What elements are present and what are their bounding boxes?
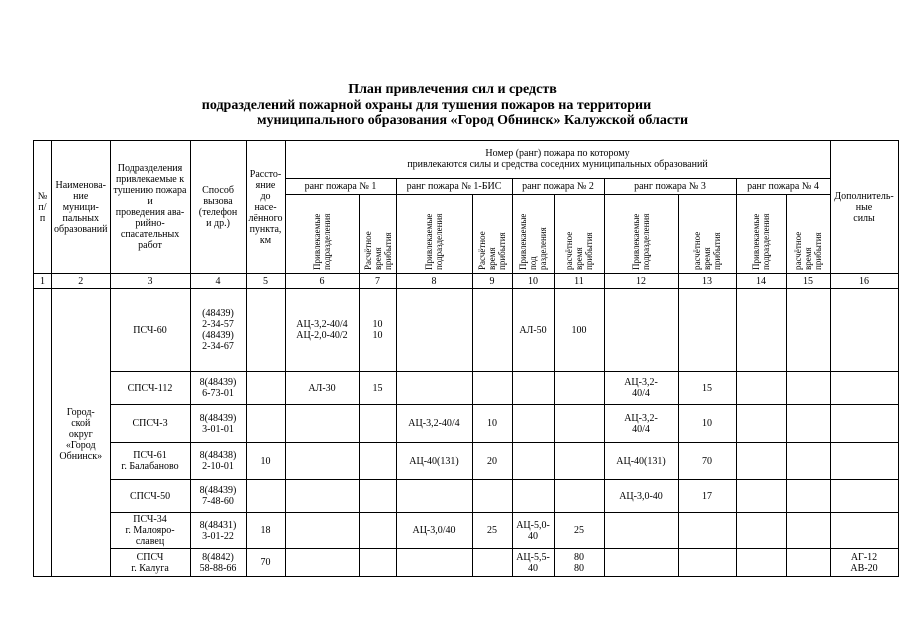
distance-cell: 10 — [246, 443, 285, 480]
table-row — [34, 372, 899, 405]
table-row — [34, 289, 899, 372]
rank-3-units-cell — [604, 549, 678, 577]
rank-1-bis-time-cell: 10 — [472, 405, 512, 443]
call-cell: (48439) 2-34-57 (48439) 2-34-67 — [190, 289, 246, 372]
column-number: 16 — [830, 274, 898, 289]
header-rank-3: ранг пожара № 3 — [604, 178, 736, 194]
rank-1-bis-time-cell — [472, 289, 512, 372]
column-number: 7 — [359, 274, 396, 289]
header-rank-3-time: расчётное время прибытия — [678, 195, 736, 274]
header-rank-1-units: Привлекаемые подразделения — [285, 195, 359, 274]
unit-cell: СПСЧ г. Калуга — [110, 549, 190, 577]
header-rank-1-time: Расчётное время прибытия — [359, 195, 396, 274]
rank-1-units-cell — [285, 513, 359, 549]
rank-4-time-cell — [786, 443, 830, 480]
table-row — [34, 480, 899, 513]
rank-1-bis-units-cell — [396, 289, 472, 372]
document-title-line-3: муниципального образования «Город Обнинск» Калужской области — [256, 113, 689, 128]
rank-4-units-cell — [736, 549, 786, 577]
column-number: 6 — [285, 274, 359, 289]
unit-cell: ПСЧ-60 — [110, 289, 190, 372]
header-num: № п/п — [34, 141, 52, 274]
header-additional-forces: Дополнитель- ные силы — [830, 141, 898, 274]
rank-4-units-cell — [736, 289, 786, 372]
column-number: 11 — [554, 274, 604, 289]
rank-1-time-cell — [359, 480, 396, 513]
column-number: 14 — [736, 274, 786, 289]
rank-4-time-cell — [786, 405, 830, 443]
rank-1-time-cell — [359, 405, 396, 443]
column-number: 15 — [786, 274, 830, 289]
header-rank-1-bis: ранг пожара № 1-БИС — [396, 178, 512, 194]
rank-4-time-cell — [786, 372, 830, 405]
rank-2-units-cell — [512, 405, 554, 443]
rank-1-bis-time-cell: 20 — [472, 443, 512, 480]
rank-1-bis-units-cell: АЦ-3,0/40 — [396, 513, 472, 549]
call-cell: 8(48431) 3-01-22 — [190, 513, 246, 549]
rank-1-bis-time-cell — [472, 549, 512, 577]
rank-2-time-cell — [554, 372, 604, 405]
rank-3-time-cell — [678, 549, 736, 577]
header-rank-1-bis-time: Расчётное время прибытия — [472, 195, 512, 274]
call-cell: 8(48439) 6-73-01 — [190, 372, 246, 405]
header-rank-group: Номер (ранг) пожара по которому привлекаются силы и средства соседних муниципальных образований — [285, 141, 830, 179]
rank-2-time-cell — [554, 480, 604, 513]
rank-3-time-cell: 17 — [678, 480, 736, 513]
header-rank-1: ранг пожара № 1 — [285, 178, 396, 194]
rank-1-bis-units-cell — [396, 372, 472, 405]
rank-3-units-cell — [604, 513, 678, 549]
distance-cell — [246, 405, 285, 443]
rank-4-time-cell — [786, 289, 830, 372]
rank-4-units-cell — [736, 443, 786, 480]
distance-cell — [246, 372, 285, 405]
column-number-row — [34, 274, 899, 289]
header-units: Подразделения привлекаемые к тушению пожара и проведения ава- рийно- спасательных работ — [110, 141, 190, 274]
header-rank-2: ранг пожара № 2 — [512, 178, 604, 194]
column-number: 2 — [52, 274, 111, 289]
rank-1-bis-time-cell — [472, 480, 512, 513]
unit-cell: СПСЧ-3 — [110, 405, 190, 443]
rank-1-units-cell — [285, 405, 359, 443]
rank-3-units-cell: АЦ-3,0-40 — [604, 480, 678, 513]
distance-cell: 18 — [246, 513, 285, 549]
rank-1-bis-time-cell: 25 — [472, 513, 512, 549]
rank-3-units-cell: АЦ-3,2- 40/4 — [604, 372, 678, 405]
call-cell: 8(48439) 3-01-01 — [190, 405, 246, 443]
forces-plan-table — [33, 140, 899, 577]
additional-forces-cell — [830, 405, 898, 443]
distance-cell — [246, 480, 285, 513]
rank-3-time-cell: 15 — [678, 372, 736, 405]
header-rank-3-units: Привлекаемые подразделения — [604, 195, 678, 274]
rank-2-units-cell — [512, 480, 554, 513]
rank-2-units-cell: АЛ-50 — [512, 289, 554, 372]
distance-cell — [246, 289, 285, 372]
unit-cell: ПСЧ-34 г. Малояро- славец — [110, 513, 190, 549]
unit-cell: СПСЧ-112 — [110, 372, 190, 405]
unit-cell: ПСЧ-61 г. Балабаново — [110, 443, 190, 480]
header-distance: Рассто- яние до насе- лённого пункта, км — [246, 141, 285, 274]
rank-1-time-cell — [359, 443, 396, 480]
rank-4-time-cell — [786, 513, 830, 549]
table-row — [34, 549, 899, 577]
rank-3-units-cell — [604, 289, 678, 372]
header-rank-4-time: расчётное время прибытия — [786, 195, 830, 274]
rank-2-units-cell: АЦ-5,5- 40 — [512, 549, 554, 577]
column-number: 8 — [396, 274, 472, 289]
rank-1-bis-units-cell — [396, 480, 472, 513]
rank-4-units-cell — [736, 480, 786, 513]
rank-3-time-cell — [678, 513, 736, 549]
rank-1-bis-units-cell: АЦ-40(131) — [396, 443, 472, 480]
additional-forces-cell — [830, 289, 898, 372]
column-number: 4 — [190, 274, 246, 289]
rank-2-units-cell — [512, 372, 554, 405]
header-rank-2-time: расчётное время прибытия — [554, 195, 604, 274]
municipality-cell: Город- ской округ «Город Обнинск» — [52, 289, 111, 577]
header-rank-2-units: Привлекаемые под разделения — [512, 195, 554, 274]
additional-forces-cell — [830, 480, 898, 513]
rank-4-units-cell — [736, 372, 786, 405]
rank-1-units-cell: АЛ-30 — [285, 372, 359, 405]
call-cell: 8(4842) 58-88-66 — [190, 549, 246, 577]
rank-1-units-cell — [285, 443, 359, 480]
rank-4-units-cell — [736, 513, 786, 549]
unit-cell: СПСЧ-50 — [110, 480, 190, 513]
rank-1-bis-units-cell — [396, 549, 472, 577]
header-rank-4: ранг пожара № 4 — [736, 178, 830, 194]
call-cell: 8(48439) 7-48-60 — [190, 480, 246, 513]
rank-2-time-cell: 100 — [554, 289, 604, 372]
column-number: 12 — [604, 274, 678, 289]
table-row — [34, 443, 899, 480]
column-number: 5 — [246, 274, 285, 289]
additional-forces-cell: АГ-12 АВ-20 — [830, 549, 898, 577]
rank-1-bis-units-cell: АЦ-3,2-40/4 — [396, 405, 472, 443]
call-cell: 8(48438) 2-10-01 — [190, 443, 246, 480]
column-number: 13 — [678, 274, 736, 289]
rank-1-time-cell — [359, 513, 396, 549]
rank-2-time-cell — [554, 443, 604, 480]
rank-3-time-cell — [678, 289, 736, 372]
column-number: 3 — [110, 274, 190, 289]
rank-3-time-cell: 10 — [678, 405, 736, 443]
rank-1-time-cell — [359, 549, 396, 577]
rank-4-time-cell — [786, 480, 830, 513]
rank-1-units-cell — [285, 480, 359, 513]
table-row — [34, 405, 899, 443]
rank-1-time-cell: 10 10 — [359, 289, 396, 372]
rank-3-units-cell: АЦ-3,2- 40/4 — [604, 405, 678, 443]
table-row — [34, 513, 899, 549]
rank-4-time-cell — [786, 549, 830, 577]
row-number-cell — [34, 289, 52, 577]
document-title-line-1: План привлечения сил и средств — [348, 82, 557, 97]
additional-forces-cell — [830, 372, 898, 405]
document-title-line-2: подразделений пожарной охраны для тушения пожаров на территории — [201, 98, 652, 113]
column-number: 10 — [512, 274, 554, 289]
rank-2-time-cell: 25 — [554, 513, 604, 549]
rank-1-time-cell: 15 — [359, 372, 396, 405]
rank-3-units-cell: АЦ-40(131) — [604, 443, 678, 480]
rank-1-units-cell — [285, 549, 359, 577]
header-municipality: Наименова- ние муници- пальных образований — [52, 141, 111, 274]
rank-4-units-cell — [736, 405, 786, 443]
additional-forces-cell — [830, 513, 898, 549]
column-number: 9 — [472, 274, 512, 289]
rank-1-bis-time-cell — [472, 372, 512, 405]
header-rank-1-bis-units: Привлекаемые подразделения — [396, 195, 472, 274]
rank-1-units-cell: АЦ-3,2-40/4 АЦ-2,0-40/2 — [285, 289, 359, 372]
additional-forces-cell — [830, 443, 898, 480]
rank-2-units-cell: АЦ-5,0- 40 — [512, 513, 554, 549]
rank-3-time-cell: 70 — [678, 443, 736, 480]
column-number: 1 — [34, 274, 52, 289]
header-call-method: Способ вызова (телефон и др.) — [190, 141, 246, 274]
distance-cell: 70 — [246, 549, 285, 577]
rank-2-time-cell: 80 80 — [554, 549, 604, 577]
header-rank-4-units: Привлекаемые подразделения — [736, 195, 786, 274]
rank-2-time-cell — [554, 405, 604, 443]
rank-2-units-cell — [512, 443, 554, 480]
